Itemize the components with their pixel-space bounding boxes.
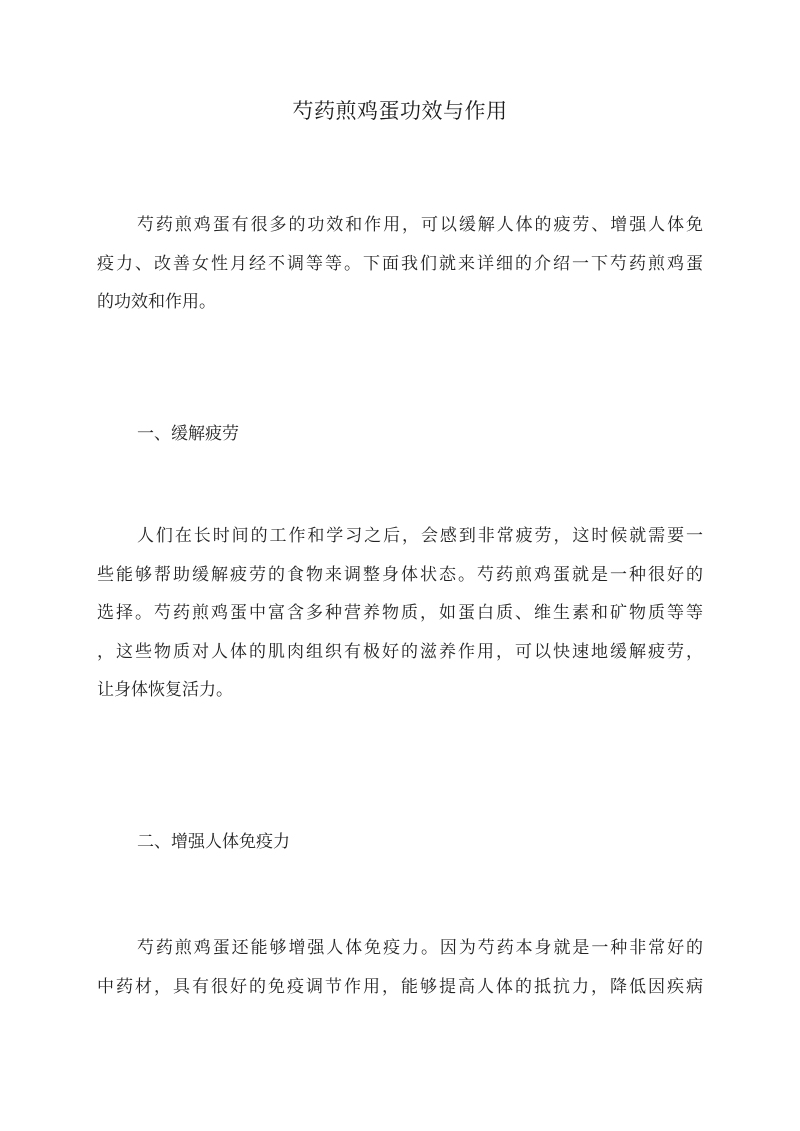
paragraph-line: 人们在长时间的工作和学习之后，会感到非常疲劳，这时候就需要一 [137,526,703,546]
intro-paragraph [97,206,703,322]
section-heading-1: 一、缓解疲劳 [137,424,239,444]
paragraph-line: 芍药煎鸡蛋有很多的功效和作用，可以缓解人体的疲劳、增强人体免 [137,215,703,235]
paragraph-line: 疫力、改善女性月经不调等等。下面我们就来详细的介绍一下芍药煎鸡蛋 [97,253,703,274]
document-title: 芍药煎鸡蛋功效与作用 [292,99,508,123]
section-2-paragraph [97,929,703,1006]
section-heading-2: 二、增强人体免疫力 [137,832,290,852]
paragraph-line: 选择。芍药煎鸡蛋中富含多种营养物质，如蛋白质、维生素和矿物质等等 [97,603,703,623]
paragraph-line: 让身体恢复活力。 [97,680,233,700]
paragraph-line: 中药材，具有很好的免疫调节作用，能够提高人体的抵抗力，降低因疾病 [97,976,703,997]
paragraph-line: 的功效和作用。 [97,292,216,312]
paragraph-line: 芍药煎鸡蛋还能够增强人体免疫力。因为芍药本身就是一种非常好的 [137,938,703,958]
section-1-paragraph [97,517,703,710]
paragraph-line: ，这些物质对人体的肌肉组织有极好的滋养作用，可以快速地缓解疲劳， [97,641,703,662]
paragraph-line: 些能够帮助缓解疲劳的食物来调整身体状态。芍药煎鸡蛋就是一种很好的 [97,564,703,585]
